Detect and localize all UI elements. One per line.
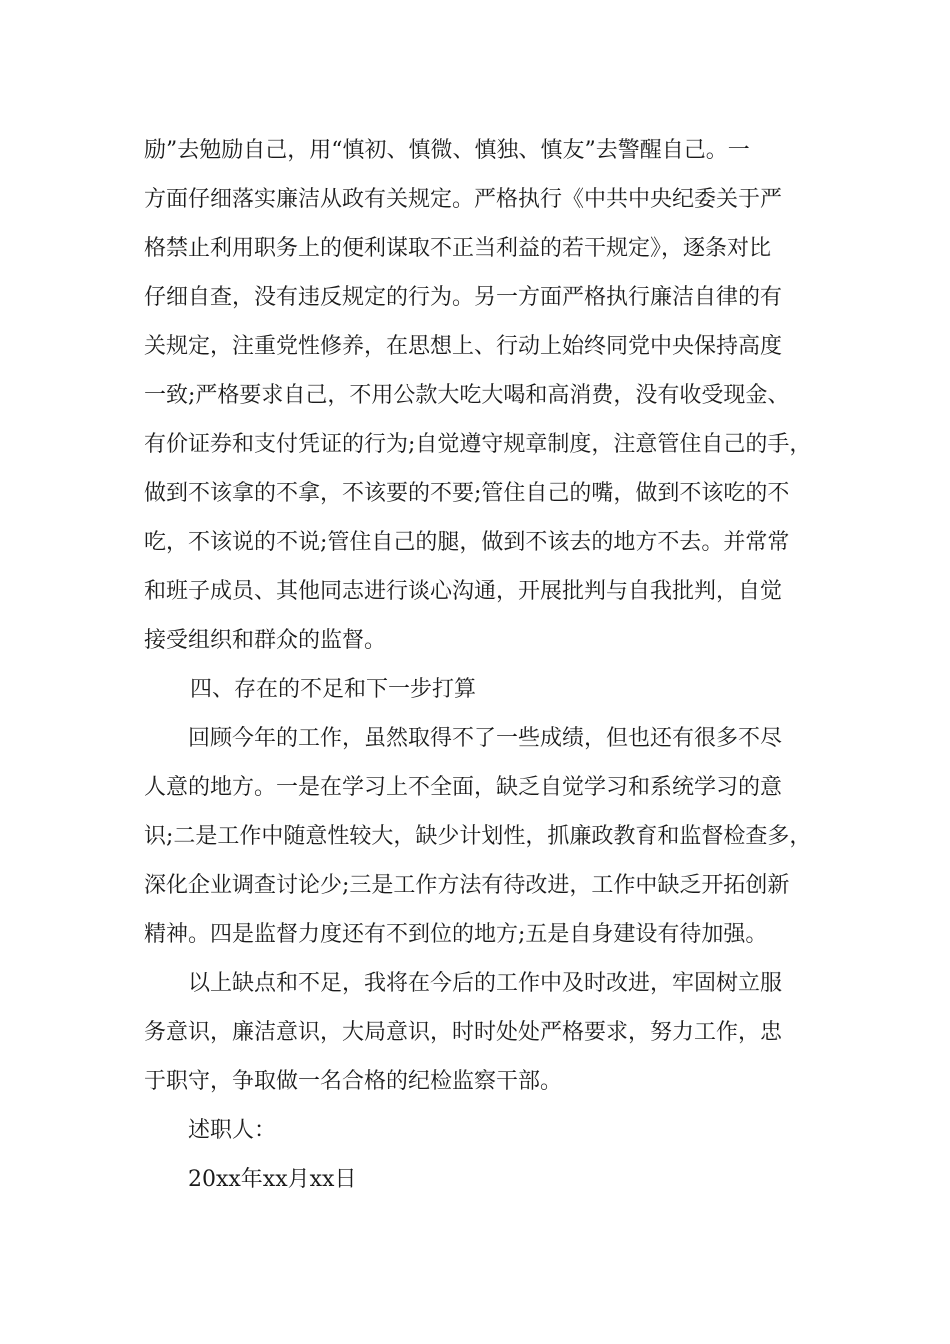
text-line: 吃，不该说的不说;管住自己的腿，做到不该去的地方不去。并常常 — [144, 530, 790, 555]
text-line: 回顾今年的工作，虽然取得不了一些成绩，但也还有很多不尽 — [188, 726, 783, 751]
text-line: 方面仔细落实廉洁从政有关规定。严格执行《中共中央纪委关于严 — [144, 187, 783, 212]
document-date: 20xx年xx月xx日 — [188, 1167, 357, 1192]
section-heading: 四、存在的不足和下一步打算 — [190, 677, 477, 702]
text-line: 励”去勉励自己，用“慎初、慎微、慎独、慎友”去警醒自己。一 — [144, 138, 750, 163]
paragraph-integrity — [144, 126, 824, 665]
text-line: 识;二是工作中随意性较大，缺少计划性，抓廉政教育和监督检查多， — [144, 824, 812, 849]
text-line: 务意识，廉洁意识，大局意识，时时处处严格要求，努力工作，忠 — [144, 1020, 783, 1045]
text-line: 关规定，注重党性修养，在思想上、行动上始终同党中央保持高度 — [144, 334, 783, 359]
text-line: 深化企业调查讨论少;三是工作方法有待改进，工作中缺乏开拓创新 — [144, 873, 790, 898]
paragraph-improvements — [144, 959, 824, 1106]
document-body — [144, 126, 824, 1204]
text-line: 于职守，争取做一名合格的纪检监察干部。 — [144, 1069, 563, 1094]
signature-label: 述职人： — [188, 1118, 277, 1143]
text-line: 一致;严格要求自己，不用公款大吃大喝和高消费，没有收受现金、 — [144, 383, 790, 408]
text-line: 人意的地方。一是在学习上不全面，缺乏自觉学习和系统学习的意 — [144, 775, 783, 800]
text-line: 和班子成员、其他同志进行谈心沟通，开展批判与自我批判，自觉 — [144, 579, 783, 604]
text-line: 格禁止利用职务上的便利谋取不正当利益的若干规定》，逐条对比 — [144, 236, 772, 261]
text-line: 仔细自查，没有违反规定的行为。另一方面严格执行廉洁自律的有 — [144, 285, 783, 310]
paragraph-shortcomings — [144, 714, 824, 959]
text-line: 做到不该拿的不拿，不该要的不要;管住自己的嘴，做到不该吃的不 — [144, 481, 790, 506]
text-line: 接受组织和群众的监督。 — [144, 628, 387, 653]
text-line: 以上缺点和不足，我将在今后的工作中及时改进，牢固树立服 — [188, 971, 783, 996]
text-line: 有价证券和支付凭证的行为;自觉遵守规章制度，注意管住自己的手， — [144, 432, 812, 457]
text-line: 精神。四是监督力度还有不到位的地方;五是自身建设有待加强。 — [144, 922, 768, 947]
